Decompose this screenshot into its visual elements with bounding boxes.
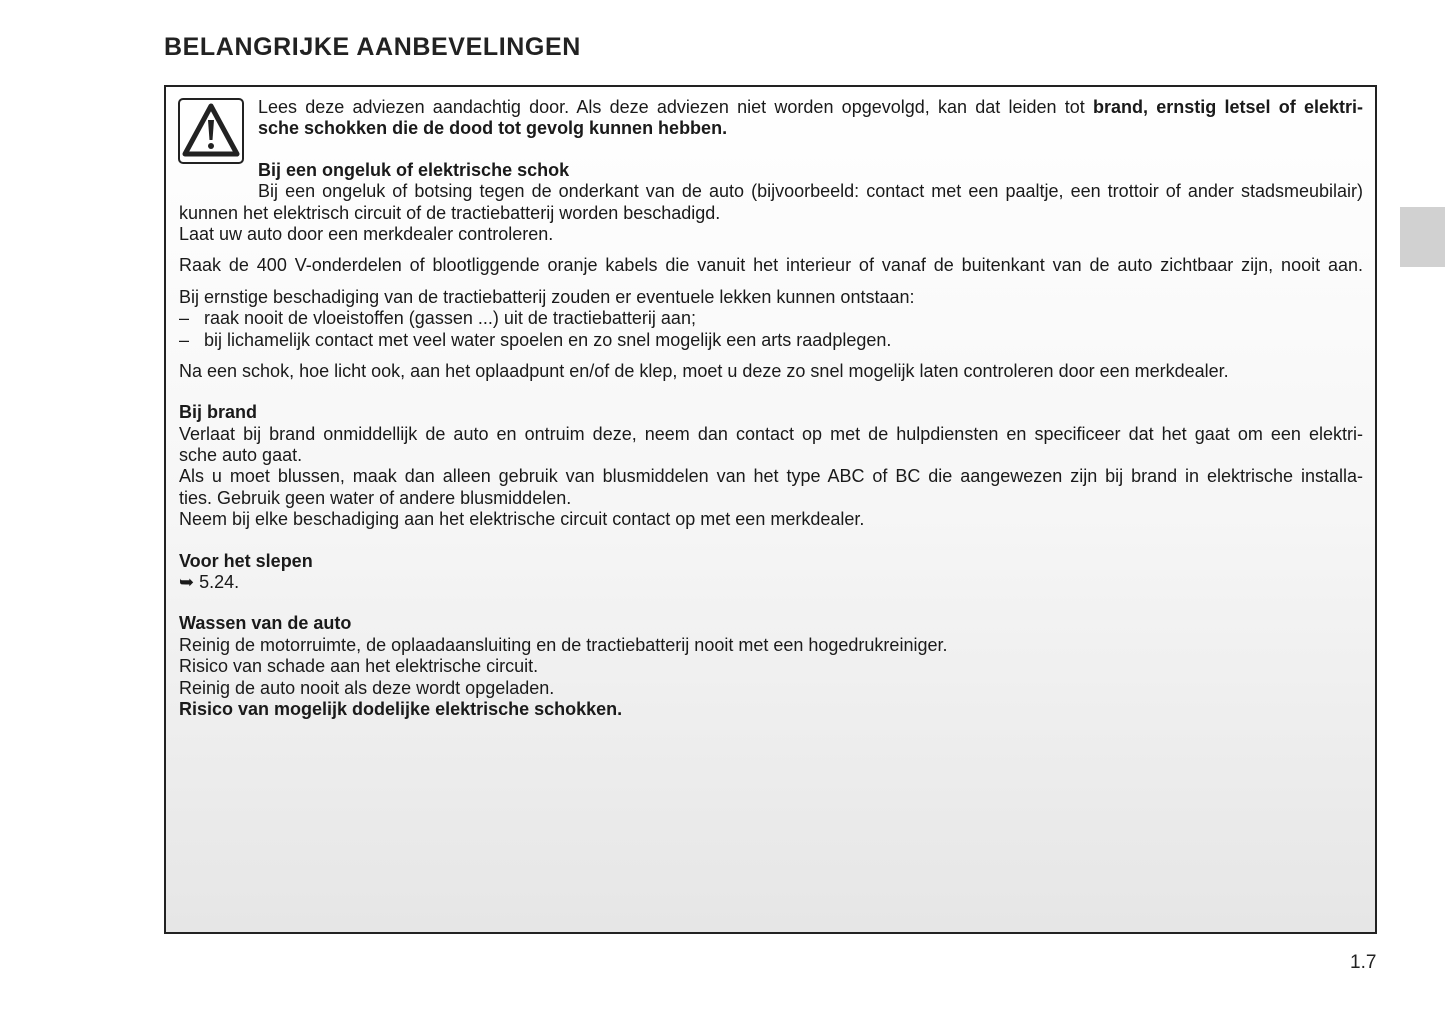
washing-line: Reinig de motorruimte, de oplaadaansluiting en de tractiebatterij nooit met een hogedrukreiniger. xyxy=(179,634,948,655)
accident-line: Laat uw auto door een merkdealer controleren. xyxy=(179,223,554,244)
bullet-item xyxy=(179,308,1363,329)
fire-line: Neem bij elke beschadiging aan het elektrische circuit contact op met een merkdealer. xyxy=(179,509,865,530)
warning-content xyxy=(179,97,1363,720)
heading-accident xyxy=(179,160,1363,181)
towing-reference[interactable] xyxy=(179,572,1363,593)
page-number: 1.7 xyxy=(1350,952,1377,973)
heading-text: Bij een ongeluk of elektrische schok xyxy=(258,159,570,180)
heading-towing xyxy=(179,551,1363,572)
fire-line: sche auto gaat. xyxy=(179,445,303,466)
accident-p3: Bij ernstige beschadiging van de tractiebatterij zouden er eventuele lekken kunnen ontstaan: xyxy=(179,286,915,307)
intro-line-1 xyxy=(179,97,1363,118)
page-title: BELANGRIJKE AANBEVELINGEN xyxy=(164,33,581,61)
fire-line: Als u moet blussen, maak dan alleen gebruik van blusmiddelen van het type ABC of BC die aangewezen zijn bij brand in elektrische installa- xyxy=(179,466,1363,487)
chapter-tab xyxy=(1400,207,1445,267)
accident-p2: Raak de 400 V-onderdelen of blootliggende oranje kabels die vanuit het interieur of vanaf de buitenkant van de auto zichtbaar zijn, nooit aan. xyxy=(179,255,1363,276)
washing-line: Reinig de auto nooit als deze wordt opgeladen. xyxy=(179,677,555,698)
fire-line: ties. Gebruik geen water of andere blusmiddelen. xyxy=(179,487,572,508)
bullet-dash: – xyxy=(179,329,190,350)
heading-washing xyxy=(179,613,1363,634)
intro-bold-2: sche schokken die de dood tot gevolg kunnen hebben. xyxy=(258,118,728,139)
washing-warning xyxy=(179,699,1363,720)
intro-line-2 xyxy=(179,118,1363,139)
heading-text: Bij brand xyxy=(179,402,258,423)
reference-link[interactable]: 5.24. xyxy=(194,572,240,593)
intro-bold: brand, ernstig letsel of elektri- xyxy=(1093,97,1363,117)
accident-line: Bij een ongeluk of botsing tegen de onderkant van de auto (bijvoorbeeld: contact met een paaltje, een trottoir of ander stadsmeubilair) xyxy=(258,181,1363,202)
washing-line: Risico van schade aan het elektrische circuit. xyxy=(179,656,539,677)
heading-text: Voor het slepen xyxy=(179,550,313,571)
heading-fire xyxy=(179,402,1363,423)
intro-text: Lees deze adviezen aandachtig door. Als deze adviezen niet worden opgevolgd, kan dat leiden tot xyxy=(258,97,1094,117)
arrow-right-icon: ➥ xyxy=(179,572,195,593)
washing-bold: Risico van mogelijk dodelijke elektrische schokken. xyxy=(179,698,623,719)
bullet-dash: – xyxy=(179,308,190,329)
warning-box xyxy=(164,85,1377,934)
heading-text: Wassen van de auto xyxy=(179,613,352,634)
accident-p4: Na een schok, hoe licht ook, aan het oplaadpunt en/of de klep, moet u deze zo snel mogelijk laten controleren door een merkdealer. xyxy=(179,360,1229,381)
fire-line: Verlaat bij brand onmiddellijk de auto en ontruim deze, neem dan contact op met de hulpdiensten en specificeer dat het gaat om een elektri- xyxy=(179,423,1363,444)
accident-line: kunnen het elektrisch circuit of de tractiebatterij worden beschadigd. xyxy=(179,202,721,223)
bullet-text: bij lichamelijk contact met veel water spoelen en zo snel mogelijk een arts raadplegen. xyxy=(204,329,892,350)
bullet-text: raak nooit de vloeistoffen (gassen ...) uit de tractiebatterij aan; xyxy=(204,308,696,329)
bullet-item xyxy=(179,330,1363,351)
